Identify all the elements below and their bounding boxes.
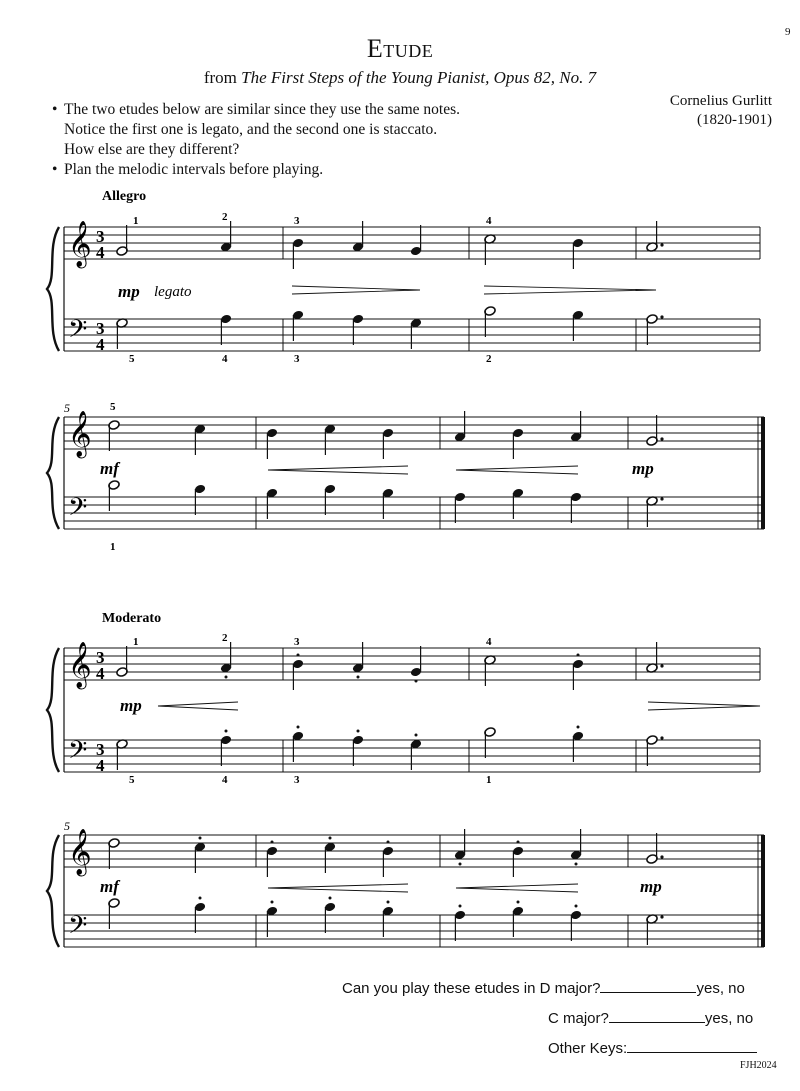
fingering: 3	[294, 774, 300, 786]
sys1-rh-note-dot	[660, 243, 663, 246]
fingering: 5	[129, 353, 135, 365]
sys4-rh-note-staccato	[517, 841, 520, 844]
fingering: 4	[222, 353, 228, 365]
bass-clef-icon: 𝄢	[68, 316, 88, 349]
question-d-major	[342, 978, 745, 997]
tempo-marking-1: Allegro	[102, 189, 147, 204]
sys4-rh-note-staccato	[387, 841, 390, 844]
tempo-marking-2: Moderato	[102, 611, 162, 626]
decrescendo-hairpin	[648, 702, 760, 710]
time-signature-bottom: 4	[96, 243, 105, 262]
fingering: 2	[222, 632, 228, 644]
subtitle-prefix: from	[203, 68, 242, 87]
decrescendo-hairpin	[484, 286, 656, 294]
sys2-rh-note-dot	[660, 437, 663, 440]
sys1-brace	[47, 227, 59, 351]
fingering: 1	[110, 541, 116, 553]
sys3-lh-note-staccato	[357, 730, 360, 733]
question-d-major-label: Can you play these etudes in D major?	[342, 980, 601, 997]
sys3-rh-note-dot	[660, 664, 663, 667]
subtitle-work: The First Steps of the Young Pianist, Opus 82, No. 7	[241, 68, 597, 87]
crescendo-hairpin	[456, 884, 578, 892]
bullet-2: •	[52, 161, 58, 178]
sys3-rh-note-staccato	[297, 654, 300, 657]
question-d-major-options: yes, no	[696, 980, 745, 997]
fingering: 4	[486, 215, 492, 227]
dynamic-mp: mp	[632, 459, 654, 478]
dynamic-mf: mf	[100, 877, 119, 896]
time-signature-bottom: 4	[96, 756, 105, 775]
fingering: 4	[486, 636, 492, 648]
sys4-lh-note-staccato	[199, 897, 202, 900]
sys4-rh-note-staccato	[329, 837, 332, 840]
sys3-lh-note-staccato	[415, 734, 418, 737]
fingering: 1	[133, 215, 139, 227]
dynamic-mf: mf	[100, 459, 119, 478]
sys3-rh-note-staccato	[577, 654, 580, 657]
sys4-rh-note-staccato	[459, 863, 462, 866]
sys2-lh-note-dot	[660, 497, 663, 500]
sys3-brace	[47, 648, 59, 772]
page-number: 9	[785, 26, 791, 38]
fingering: 5	[129, 774, 135, 786]
sys3-rh-note-staccato	[225, 676, 228, 679]
treble-clef-icon: 𝄞	[68, 642, 92, 687]
answer-blank-c-major[interactable]	[609, 1008, 705, 1023]
sys3-rh-note-staccato	[357, 676, 360, 679]
fingering: 5	[110, 401, 116, 413]
question-c-major-options: yes, no	[704, 1010, 754, 1027]
question-other-keys	[548, 1038, 757, 1057]
fingering: 3	[294, 353, 300, 365]
sys4-brace	[47, 835, 59, 947]
time-signature-top: 3	[96, 319, 105, 338]
etude2-system2	[47, 819, 765, 947]
sys4-rh-note-staccato	[199, 837, 202, 840]
crescendo-hairpin	[158, 702, 238, 710]
bass-clef-icon: 𝄢	[68, 494, 88, 527]
etude1-system2	[47, 401, 765, 553]
sys3-rh-note-staccato	[415, 680, 418, 683]
bullet-1: •	[52, 101, 58, 118]
measure-number: 5	[64, 819, 70, 833]
instruction-text-4: Plan the melodic intervals before playing.	[64, 161, 324, 178]
time-signature-bottom: 4	[96, 335, 105, 354]
instruction-text-3: How else are they different?	[64, 141, 240, 158]
sys4-lh-note-staccato	[271, 901, 274, 904]
etude2-system1	[47, 632, 760, 786]
sys4-lh-note-staccato	[575, 905, 578, 908]
question-c-major-label: C major?	[548, 1010, 609, 1027]
sys3-lh-note-dot	[660, 736, 663, 739]
answer-blank-other-keys[interactable]	[627, 1038, 757, 1053]
time-signature-top: 3	[96, 740, 105, 759]
dynamic-mp: mp	[118, 282, 140, 301]
sys1-lh-note-dot	[660, 315, 663, 318]
treble-clef-icon: 𝄞	[68, 221, 92, 266]
fingering: 1	[133, 636, 139, 648]
decrescendo-hairpin	[292, 286, 420, 294]
footer-code: FJH2024	[740, 1060, 777, 1071]
sys4-final-thick-barline	[761, 835, 765, 947]
dynamic-mp: mp	[120, 696, 142, 715]
sys4-lh-note-staccato	[387, 901, 390, 904]
sys4-rh-note-staccato	[575, 863, 578, 866]
answer-blank-d-major[interactable]	[600, 978, 696, 993]
instruction-text-2: Notice the first one is legato, and the second one is staccato.	[64, 121, 438, 138]
question-c-major	[548, 1008, 753, 1027]
sys4-rh-note-dot	[660, 855, 663, 858]
bass-clef-icon: 𝄢	[68, 737, 88, 770]
fingering: 4	[222, 774, 228, 786]
fingering: 1	[486, 774, 492, 786]
title-text: Etude	[366, 34, 434, 63]
fingering: 2	[222, 211, 228, 223]
crescendo-hairpin	[268, 466, 408, 474]
instruction-text-1: The two etudes below are similar since they use the same notes.	[64, 101, 460, 118]
fingering: 3	[294, 636, 300, 648]
sys2-final-thick-barline	[761, 417, 765, 529]
sys4-lh-note-dot	[660, 915, 663, 918]
bass-clef-icon: 𝄢	[68, 912, 88, 945]
composer-dates: (1820-1901)	[697, 112, 772, 128]
composer-name: Cornelius Gurlitt	[669, 93, 772, 109]
crescendo-hairpin	[268, 884, 408, 892]
measure-number: 5	[64, 401, 70, 415]
question-other-keys-label: Other Keys:	[548, 1040, 628, 1057]
time-signature-bottom: 4	[96, 664, 105, 683]
sys2-brace	[47, 417, 59, 529]
expression-legato: legato	[154, 284, 192, 300]
treble-clef-icon: 𝄞	[68, 411, 92, 456]
dynamic-mp: mp	[640, 877, 662, 896]
fingering: 3	[294, 215, 300, 227]
sys3-lh-note-staccato	[577, 726, 580, 729]
sys4-lh-note-staccato	[459, 905, 462, 908]
time-signature-top: 3	[96, 227, 105, 246]
crescendo-hairpin	[456, 466, 578, 474]
fingering: 2	[486, 353, 492, 365]
sys4-rh-note-staccato	[271, 841, 274, 844]
sys4-lh-note-staccato	[517, 901, 520, 904]
treble-clef-icon: 𝄞	[68, 829, 92, 874]
sys3-lh-note-staccato	[225, 730, 228, 733]
time-signature-top: 3	[96, 648, 105, 667]
sys3-lh-note-staccato	[297, 726, 300, 729]
etude1-system1	[47, 211, 760, 365]
sys4-lh-note-staccato	[329, 897, 332, 900]
